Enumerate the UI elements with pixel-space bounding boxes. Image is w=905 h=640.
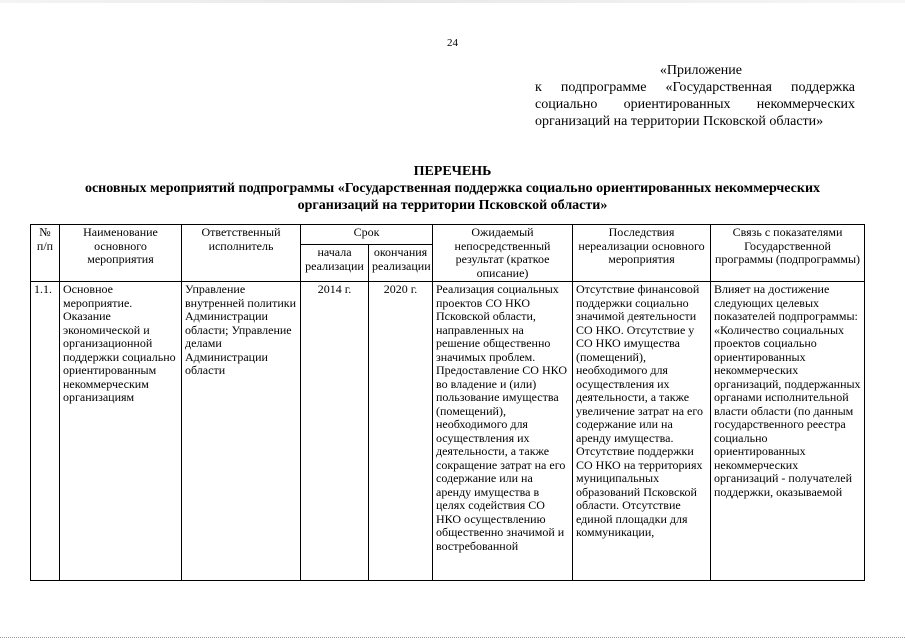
cell-result: [433, 282, 573, 581]
table-row: [31, 282, 865, 581]
cell-end: [369, 282, 433, 581]
cell-name: [60, 282, 182, 581]
scan-edge-top: [0, 0, 905, 3]
appendix-line: к подпрограмме «Государственная поддержка: [535, 80, 855, 95]
cell-text: 2020 г.: [383, 283, 418, 296]
header-consequences: Последствия нереализации основного мероприятия: [573, 225, 711, 282]
appendix-line: социально ориентированных некоммерческих: [535, 97, 855, 112]
cell-executor: [182, 282, 301, 581]
appendix-line: организаций на территории Псковской области»: [535, 114, 824, 129]
cell-text: Основное мероприятие. Оказание экономической и организационной поддержки социально ориентированным некоммерческим организациям: [63, 283, 176, 404]
measures-table: [30, 224, 865, 581]
header-link: Связь с показателями Государственной программы (подпрограммы): [711, 225, 865, 282]
header-name: Наименование основного мероприятия: [60, 225, 182, 282]
cell-text: Управление внутренней политики Администрации области; Управление делами Администрации области: [185, 283, 296, 377]
cell-text: Отсутствие финансовой поддержки социально значимой деятельности СО НКО. Отсутствие у СО НКО имущества (помещений), необходимого для осуществления их деятельности, а также увеличение затрат на его содержание или на аренду имущества. Отсутствие поддержки СО НКО на территориях муниципальных образований Псковской области. Отсутствие единой площадки для коммуникации,: [576, 283, 703, 539]
header-row: [31, 225, 865, 245]
appendix-line: «Приложение: [659, 63, 742, 78]
appendix-block: [535, 62, 855, 130]
page-number: 24: [447, 37, 458, 49]
cell-text: 2014 г.: [317, 283, 352, 296]
scan-edge-bottom: [0, 637, 905, 638]
subtitle-line: основных мероприятий подпрограммы «Государственная поддержка социально ориентированных некоммерческих: [84, 181, 821, 196]
cell-num: [31, 282, 60, 581]
cell-link: [711, 282, 865, 581]
subtitle-line: организаций на территории Псковской области»: [297, 198, 608, 213]
cell-start: [301, 282, 369, 581]
cell-text: Влияет на достижение следующих целевых показателей подпрограммы: «Количество социальных проектов социально ориентированных некоммерческих организаций, поддержанных органами исполнительной власти области (по данным государственного реестра социально ориентированных некоммерческих организаций - получателей поддержки, оказываемой: [714, 283, 861, 499]
header-start: начала реализации: [301, 245, 369, 282]
header-result: Ожидаемый непосредственный результат (краткое описание): [433, 225, 573, 282]
cell-text: 1.1.: [34, 283, 52, 296]
header-num: № п/п: [31, 225, 60, 282]
document-subtitle: [20, 180, 885, 214]
header-end: окончания реализации: [369, 245, 433, 282]
cell-text: Реализация социальных проектов СО НКО Псковской области, направленных на решение общественно значимых проблем. Предоставление СО НКО во владение и (или) пользование имущества (помещений), необходимого для осуществления их деятельности, а также сокращение затрат на его содержание или на аренду имущества в целях содействия СО НКО осуществлению общественно значимой и востребованной: [436, 283, 567, 553]
document-title: ПЕРЕЧЕНЬ: [413, 164, 492, 179]
header-term: Срок: [301, 225, 433, 245]
header-executor: Ответственный исполнитель: [182, 225, 301, 282]
cell-consequences: [573, 282, 711, 581]
